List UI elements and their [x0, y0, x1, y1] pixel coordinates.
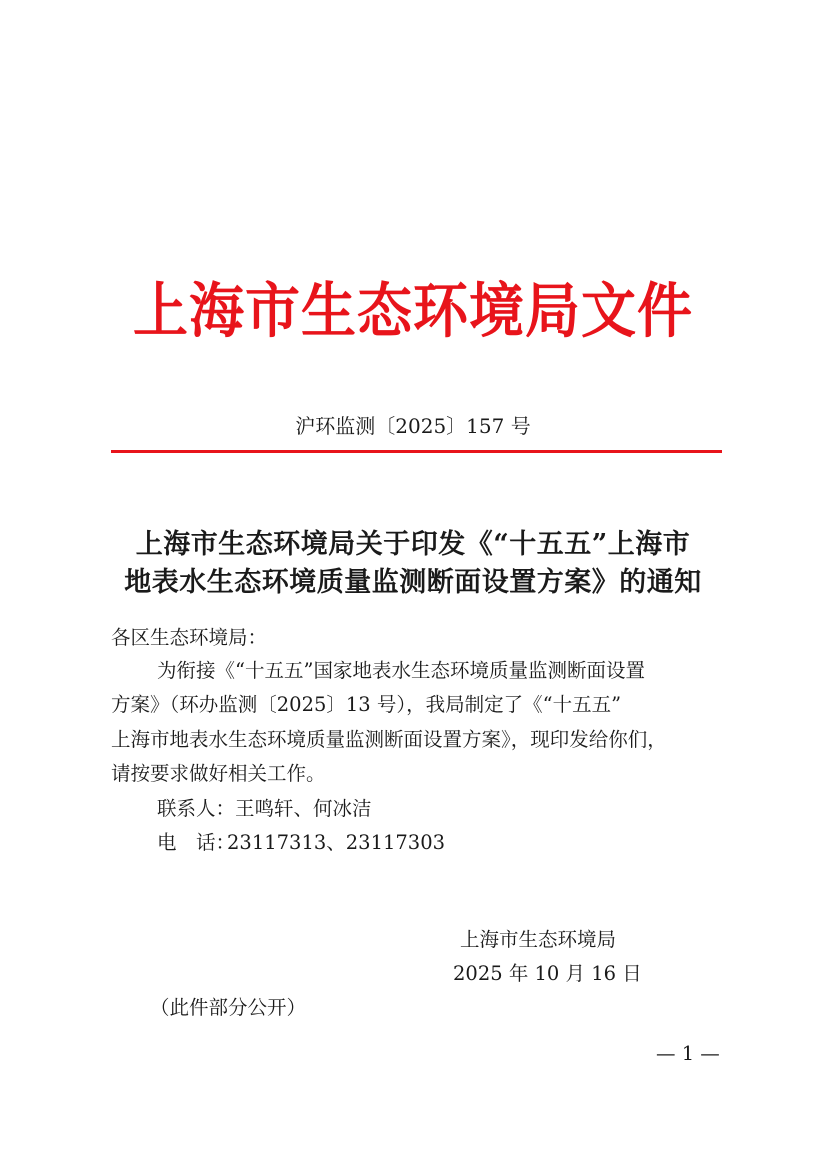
contact-persons: 联系人：王鸣轩、何冰洁 — [157, 797, 372, 820]
body-paragraph-line-2: 方案》（环办监测〔2025〕13 号），我局制定了《“十五五” — [111, 693, 622, 716]
signature-date: 2025 年 10 月 16 日 — [453, 962, 642, 985]
notice-title-line-2: 地表水生态环境质量监测断面设置方案》的通知 — [124, 567, 702, 598]
phone-value: 23117313、23117303 — [227, 831, 446, 854]
contact-phone — [157, 828, 445, 858]
red-divider-line — [111, 450, 722, 453]
salutation: 各区生态环境局： — [111, 626, 268, 649]
phone-label: 电 话： — [157, 831, 236, 854]
body-paragraph-line-4: 请按要求做好相关工作。 — [111, 762, 326, 785]
page-number: — 1 — — [656, 1042, 720, 1065]
disclosure-note: （此件部分公开） — [150, 996, 307, 1019]
body-paragraph-line-1: 为衔接《“十五五”国家地表水生态环境质量监测断面设置 — [157, 659, 645, 682]
body-paragraph-line-3: 上海市地表水生态环境质量监测断面设置方案》，现印发给你们， — [111, 728, 667, 751]
document-number: 沪环监测〔2025〕157 号 — [295, 414, 531, 438]
signature-organization: 上海市生态环境局 — [460, 928, 617, 951]
notice-title-line-1: 上海市生态环境局关于印发《“十五五”上海市 — [135, 529, 691, 560]
document-masthead: 上海市生态环境局文件 — [132, 276, 693, 346]
